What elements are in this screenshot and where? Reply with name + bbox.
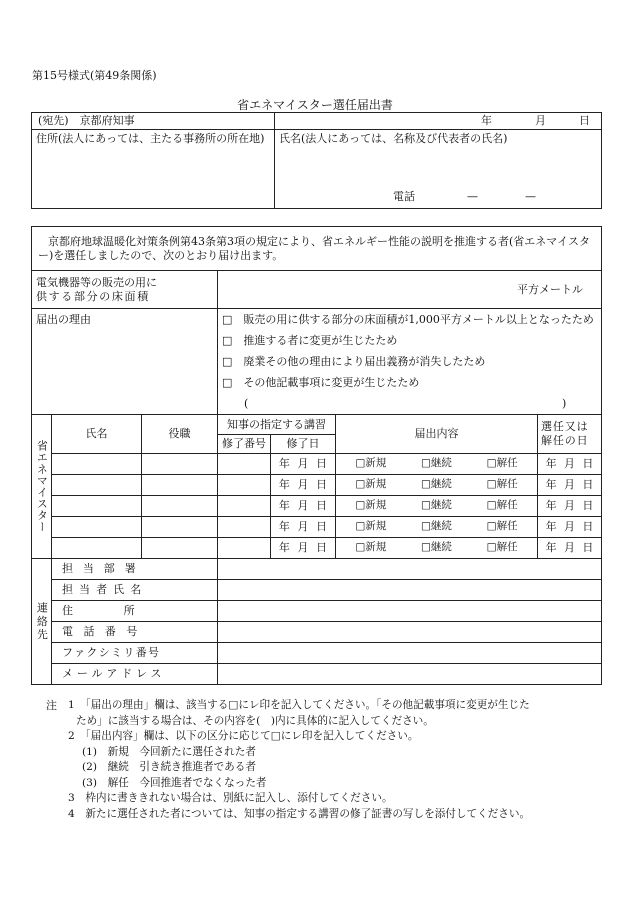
meister-role-cell[interactable] — [142, 454, 218, 475]
course-date-cell[interactable] — [271, 538, 336, 559]
content-checks — [336, 517, 538, 538]
note-1-cont: ため」に該当する場合は、その内容を( )内に具体的に記入してください。 — [76, 714, 434, 727]
check-continue[interactable]: □継続 — [421, 541, 452, 554]
month-label: 月 — [564, 520, 576, 534]
col-appoint-header: 選任又は解任の日 — [538, 415, 602, 454]
year-label: 年 — [278, 457, 290, 471]
phone-separator: — — [525, 190, 536, 203]
date-month: 月 — [535, 113, 546, 127]
check-new[interactable]: □新規 — [355, 478, 387, 491]
col-course-no-header: 修了番号 — [218, 435, 271, 454]
year-label: 年 — [545, 457, 557, 471]
check-dismiss[interactable]: □解任 — [486, 541, 518, 554]
page-title: 省エネマイスター選任届出書 — [237, 98, 393, 112]
note-1: 1 「届出の理由」欄は、該当する□にレ印を記入してください。「その他記載事項に変更が生じた — [68, 699, 530, 711]
course-date-cell[interactable] — [271, 517, 336, 538]
reason-option-other[interactable]: □ その他記載事項に変更が生じたため — [222, 376, 420, 389]
contact-label-fax: ファクシミリ番号 — [52, 643, 218, 664]
note-4: 4 新たに選任された者については、知事の指定する講習の修了証書の写しを添付してください。 — [68, 807, 531, 820]
day-label: 日 — [582, 541, 594, 555]
contact-side-label: 連絡先 — [32, 559, 52, 685]
check-dismiss[interactable]: □解任 — [486, 478, 518, 491]
contact-fax-field[interactable] — [218, 643, 602, 664]
contact-label-person: 担当者氏名 — [52, 580, 218, 601]
name-field[interactable] — [275, 130, 602, 209]
meister-name-cell[interactable] — [52, 496, 142, 517]
note-2-3: (3) 解任 今回推進者でなくなった者 — [82, 776, 267, 789]
check-continue[interactable]: □継続 — [421, 478, 452, 491]
check-dismiss[interactable]: □解任 — [486, 499, 518, 512]
meister-role-cell[interactable] — [142, 496, 218, 517]
appoint-date-cell[interactable] — [538, 517, 602, 538]
year-label: 年 — [545, 541, 557, 555]
table-row — [32, 454, 602, 475]
check-continue[interactable]: □継続 — [421, 499, 452, 512]
month-label: 月 — [564, 478, 576, 492]
table-row — [32, 496, 602, 517]
month-label: 月 — [297, 478, 309, 492]
main-table — [31, 226, 602, 685]
course-no-cell[interactable] — [218, 496, 271, 517]
phone-separator: — — [467, 190, 478, 203]
table-row — [32, 517, 602, 538]
check-dismiss[interactable]: □解任 — [486, 520, 518, 533]
day-label: 日 — [582, 478, 594, 492]
day-label: 日 — [582, 520, 594, 534]
contact-person-field[interactable] — [218, 580, 602, 601]
table-row — [32, 475, 602, 496]
check-new[interactable]: □新規 — [355, 457, 387, 470]
content-checks — [336, 538, 538, 559]
month-label: 月 — [564, 499, 576, 513]
meister-name-cell[interactable] — [52, 538, 142, 559]
table-row — [32, 538, 602, 559]
appoint-date-cell[interactable] — [538, 475, 602, 496]
day-label: 日 — [582, 457, 594, 471]
col-name-header: 氏名 — [52, 415, 142, 454]
reason-option-floor-area[interactable]: □ 販売の用に供する部分の床面積が1,000平方メートル以上となったため — [222, 313, 594, 326]
date-day: 日 — [579, 113, 590, 127]
note-2-1: (1) 新規 今回新たに選任された者 — [82, 745, 256, 758]
contact-label-department: 担当部署 — [52, 559, 218, 580]
course-no-cell[interactable] — [218, 517, 271, 538]
note-2: 2 「届出内容」欄は、以下の区分に応じて□にレ印を記入してください。 — [68, 730, 419, 742]
col-course-date-header: 修了日 — [271, 435, 336, 454]
content-checks — [336, 496, 538, 517]
month-label: 月 — [297, 541, 309, 555]
col-role-header: 役職 — [142, 415, 218, 454]
appoint-date-cell[interactable] — [538, 454, 602, 475]
content-checks — [336, 454, 538, 475]
floor-area-label-line1: 電気機器等の販売の用に — [36, 275, 157, 289]
meister-side-label: 省エネマイスター — [32, 415, 52, 559]
month-label: 月 — [297, 520, 309, 534]
month-label: 月 — [297, 499, 309, 513]
meister-name-cell[interactable] — [52, 475, 142, 496]
day-label: 日 — [316, 541, 328, 555]
check-new[interactable]: □新規 — [355, 499, 387, 512]
addressee: (宛先) 京都府知事 — [32, 113, 275, 130]
date-year: 年 — [481, 113, 492, 127]
floor-area-label — [32, 271, 218, 309]
floor-area-unit: 平方メートル — [517, 282, 584, 296]
meister-role-cell[interactable] — [142, 538, 218, 559]
year-label: 年 — [545, 499, 557, 513]
statement: 京都府地球温暖化対策条例第43条第3項の規定により、省エネルギー性能の説明を推進する者(省エネマイスター)を選任しましたので、次のとおり届け出ます。 — [32, 227, 602, 271]
check-new[interactable]: □新規 — [355, 520, 387, 533]
note-2-2: (2) 継続 引き続き推進者である者 — [82, 761, 256, 773]
year-label: 年 — [545, 520, 557, 534]
notes — [46, 698, 606, 822]
appoint-date-cell[interactable] — [538, 496, 602, 517]
day-label: 日 — [582, 499, 594, 513]
address-field[interactable] — [32, 130, 275, 209]
year-label: 年 — [278, 499, 290, 513]
contact-address-field[interactable] — [218, 601, 602, 622]
meister-role-cell[interactable] — [142, 517, 218, 538]
reason-options — [218, 309, 602, 415]
paren-open: ( — [244, 397, 249, 410]
appoint-date-cell[interactable] — [538, 538, 602, 559]
course-date-cell[interactable] — [271, 496, 336, 517]
reason-option-person-change[interactable]: □ 推進する者に変更が生じたため — [222, 334, 398, 347]
form-number: 第15号様式(第49条関係) — [32, 69, 157, 82]
content-checks — [336, 475, 538, 496]
check-continue[interactable]: □継続 — [421, 520, 452, 533]
reason-option-closure[interactable]: □ 廃業その他の理由により届出義務が消失したため — [222, 355, 486, 368]
meister-role-cell[interactable] — [142, 475, 218, 496]
meister-name-cell[interactable] — [52, 454, 142, 475]
day-label: 日 — [316, 499, 328, 513]
meister-name-cell[interactable] — [52, 517, 142, 538]
contact-label-address: 住所 — [52, 601, 218, 622]
paren-close: ) — [562, 397, 567, 410]
notes-prefix: 注 — [46, 699, 57, 712]
day-label: 日 — [316, 478, 328, 492]
course-no-cell[interactable] — [218, 538, 271, 559]
check-new[interactable]: □新規 — [355, 541, 387, 554]
contact-phone-field[interactable] — [218, 622, 602, 643]
year-label: 年 — [278, 541, 290, 555]
floor-area-field[interactable] — [218, 271, 602, 309]
check-continue[interactable]: □継続 — [421, 457, 452, 470]
month-label: 月 — [297, 457, 309, 471]
col-course-header: 知事の指定する講習 — [218, 415, 336, 435]
reason-label: 届出の理由 — [32, 309, 218, 415]
note-3: 3 枠内に書ききれない場合は、別紙に記入し、添付してください。 — [68, 792, 393, 804]
course-no-cell[interactable] — [218, 454, 271, 475]
month-label: 月 — [564, 457, 576, 471]
contact-label-phone: 電話番号 — [52, 622, 218, 643]
day-label: 日 — [316, 520, 328, 534]
year-label: 年 — [278, 478, 290, 492]
year-label: 年 — [278, 520, 290, 534]
course-date-cell[interactable] — [271, 475, 336, 496]
reason-other-detail[interactable] — [222, 393, 597, 414]
course-date-cell[interactable] — [271, 454, 336, 475]
col-content-header: 届出内容 — [336, 415, 538, 454]
address-label: 住所(法人にあっては、主たる事務所の所在地) — [36, 132, 265, 145]
floor-area-label-line2: 供する部分の床面積 — [36, 289, 150, 303]
day-label: 日 — [316, 457, 328, 471]
contact-label-email: メールアドレス — [52, 664, 218, 685]
contact-department-field[interactable] — [218, 559, 602, 580]
month-label: 月 — [564, 541, 576, 555]
name-label: 氏名(法人にあっては、名称及び代表者の氏名) — [279, 132, 508, 145]
check-dismiss[interactable]: □解任 — [486, 457, 518, 470]
header-table — [31, 112, 602, 209]
course-no-cell[interactable] — [218, 475, 271, 496]
year-label: 年 — [545, 478, 557, 492]
phone-label: 電話 — [393, 190, 415, 203]
date-cell[interactable] — [275, 113, 602, 130]
contact-email-field[interactable] — [218, 664, 602, 685]
